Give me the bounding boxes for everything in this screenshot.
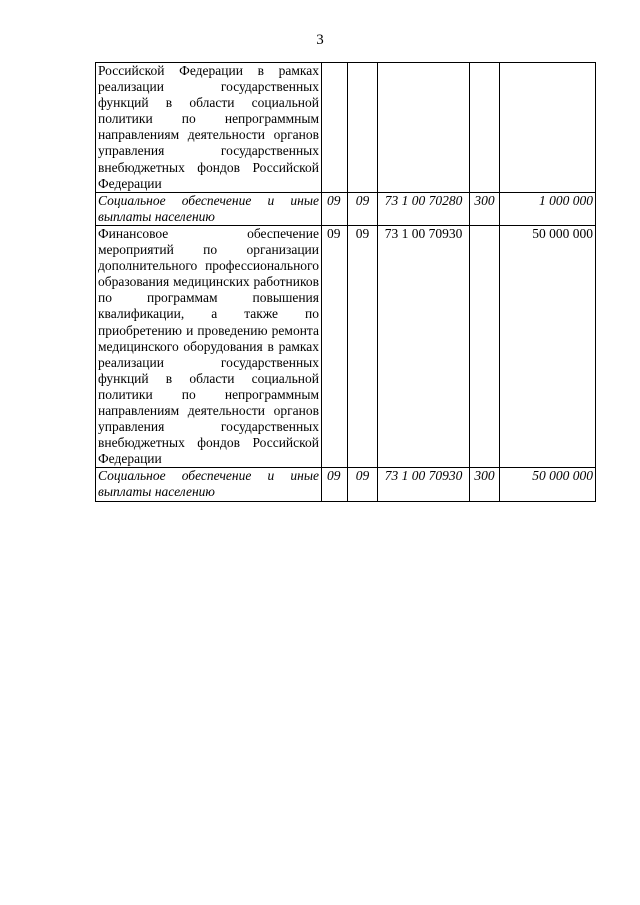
budget-table: [95, 62, 596, 502]
expense-name-cell: Финансовое обеспечение мероприятий по организации дополнительного профессионального образования медицинских работников по программам повышения квалификации, а также по приобретению и проведению ремонта медицинского оборудования в рамках реализации государственных функций в области социальной политики по непрограммным направлениям деятельности органов управления государственных внебюджетных фондов Российской Федерации: [96, 225, 322, 467]
amount-cell: 1 000 000: [500, 192, 596, 225]
page-number: 3: [316, 32, 324, 48]
expense-name-cell: Российской Федерации в рамках реализации государственных функций в области социальной политики по непрограммным направлениям деятельности органов управления государственных внебюджетных фондов Российской Федерации: [96, 63, 322, 193]
amount-cell: 50 000 000: [500, 225, 596, 467]
expense-name-cell: Социальное обеспечение и иные выплаты населению: [96, 192, 322, 225]
target-article-cell: 73 1 00 70280: [378, 192, 470, 225]
target-article-cell: 73 1 00 70930: [378, 468, 470, 501]
expense-type-cell: 300: [470, 192, 500, 225]
section-code-cell: [322, 63, 348, 193]
subsection-code-cell: 09: [348, 468, 378, 501]
amount-cell: 50 000 000: [500, 468, 596, 501]
section-code-cell: 09: [322, 192, 348, 225]
table-row: [96, 468, 596, 501]
expense-type-cell: [470, 63, 500, 193]
target-article-cell: [378, 63, 470, 193]
table-row: [96, 63, 596, 193]
subsection-code-cell: 09: [348, 225, 378, 467]
table-row: [96, 192, 596, 225]
expense-type-cell: 300: [470, 468, 500, 501]
section-code-cell: 09: [322, 225, 348, 467]
amount-cell: [500, 63, 596, 193]
expense-name-cell: Социальное обеспечение и иные выплаты населению: [96, 468, 322, 501]
table-row: [96, 225, 596, 467]
subsection-code-cell: 09: [348, 192, 378, 225]
section-code-cell: 09: [322, 468, 348, 501]
expense-type-cell: [470, 225, 500, 467]
target-article-cell: 73 1 00 70930: [378, 225, 470, 467]
subsection-code-cell: [348, 63, 378, 193]
